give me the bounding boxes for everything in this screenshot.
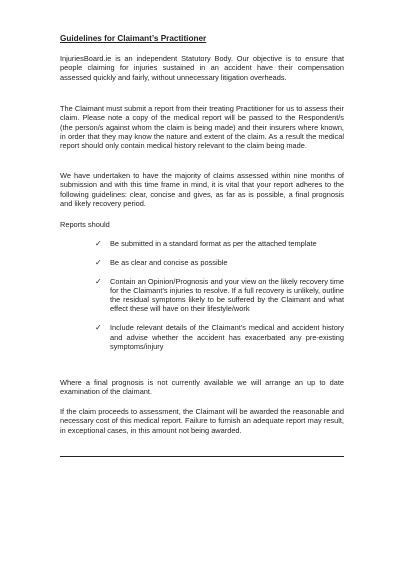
list-item-text: Include relevant details of the Claimant’s medical and accident history and advise whether the accident has exacerbated any pre-existing symptoms/injury <box>110 323 344 351</box>
intro-paragraph: InjuriesBoard.ie is an independent Statutory Body. Our objective is to ensure that people claiming for injuries sustained in an accident have their compensation assessed quickly and fairly, without unnecessary litigation overheads. <box>60 54 344 82</box>
guidelines-list <box>95 239 344 361</box>
checkmark-icon: ✓ <box>95 239 102 248</box>
checkmark-icon: ✓ <box>95 257 102 267</box>
list-item <box>95 258 344 267</box>
prognosis-paragraph: Where a final prognosis is not currently available we will arrange an up to date examination of the claimant. <box>60 378 344 397</box>
document-title: Guidelines for Claimant’s Practitioner <box>60 34 207 43</box>
list-item-text: Be submitted in a standard format as per the attached template <box>110 239 317 248</box>
reports-should-label: Reports should <box>60 220 110 229</box>
assessment-paragraph: If the claim proceeds to assessment, the Claimant will be awarded the reasonable and necessary cost of this medical report. Failure to furnish an adequate report may result, in exceptional cases, in this amount not being awarded. <box>60 407 344 435</box>
list-item-text: Be as clear and concise as possible <box>110 257 228 267</box>
list-item <box>95 239 344 248</box>
list-item <box>95 323 344 351</box>
list-item-text: Contain an Opinion/Prognosis and your view on the likely recovery time for the Claimant’s injuries to resolve. If a full recovery is unlikely, outline the residual symptoms likely to be suffered by the Claimant and what effect these will have on their lifestyle/work <box>110 276 344 314</box>
report-requirement-paragraph: The Claimant must submit a report from their treating Practitioner for us to assess their claim. Please note a copy of the medical report will be passed to the Respondent/s (the person/s against whom the claim is being made) and their insurers where known, in order that they may know the nature and extent of the claim. As a result the medical report should only contain medical history relevant to the claim being made. <box>60 104 344 151</box>
checkmark-icon: ✓ <box>95 323 102 333</box>
divider <box>60 456 344 457</box>
list-item <box>95 277 344 314</box>
checkmark-icon: ✓ <box>95 276 102 286</box>
timeframe-paragraph: We have undertaken to have the majority of claims assessed within nine months of submission and with this time frame in mind, it is vital that your report adheres to the following guidelines: clear, concise and gives, as far as is possible, a final prognosis and likely recovery period. <box>60 171 344 208</box>
